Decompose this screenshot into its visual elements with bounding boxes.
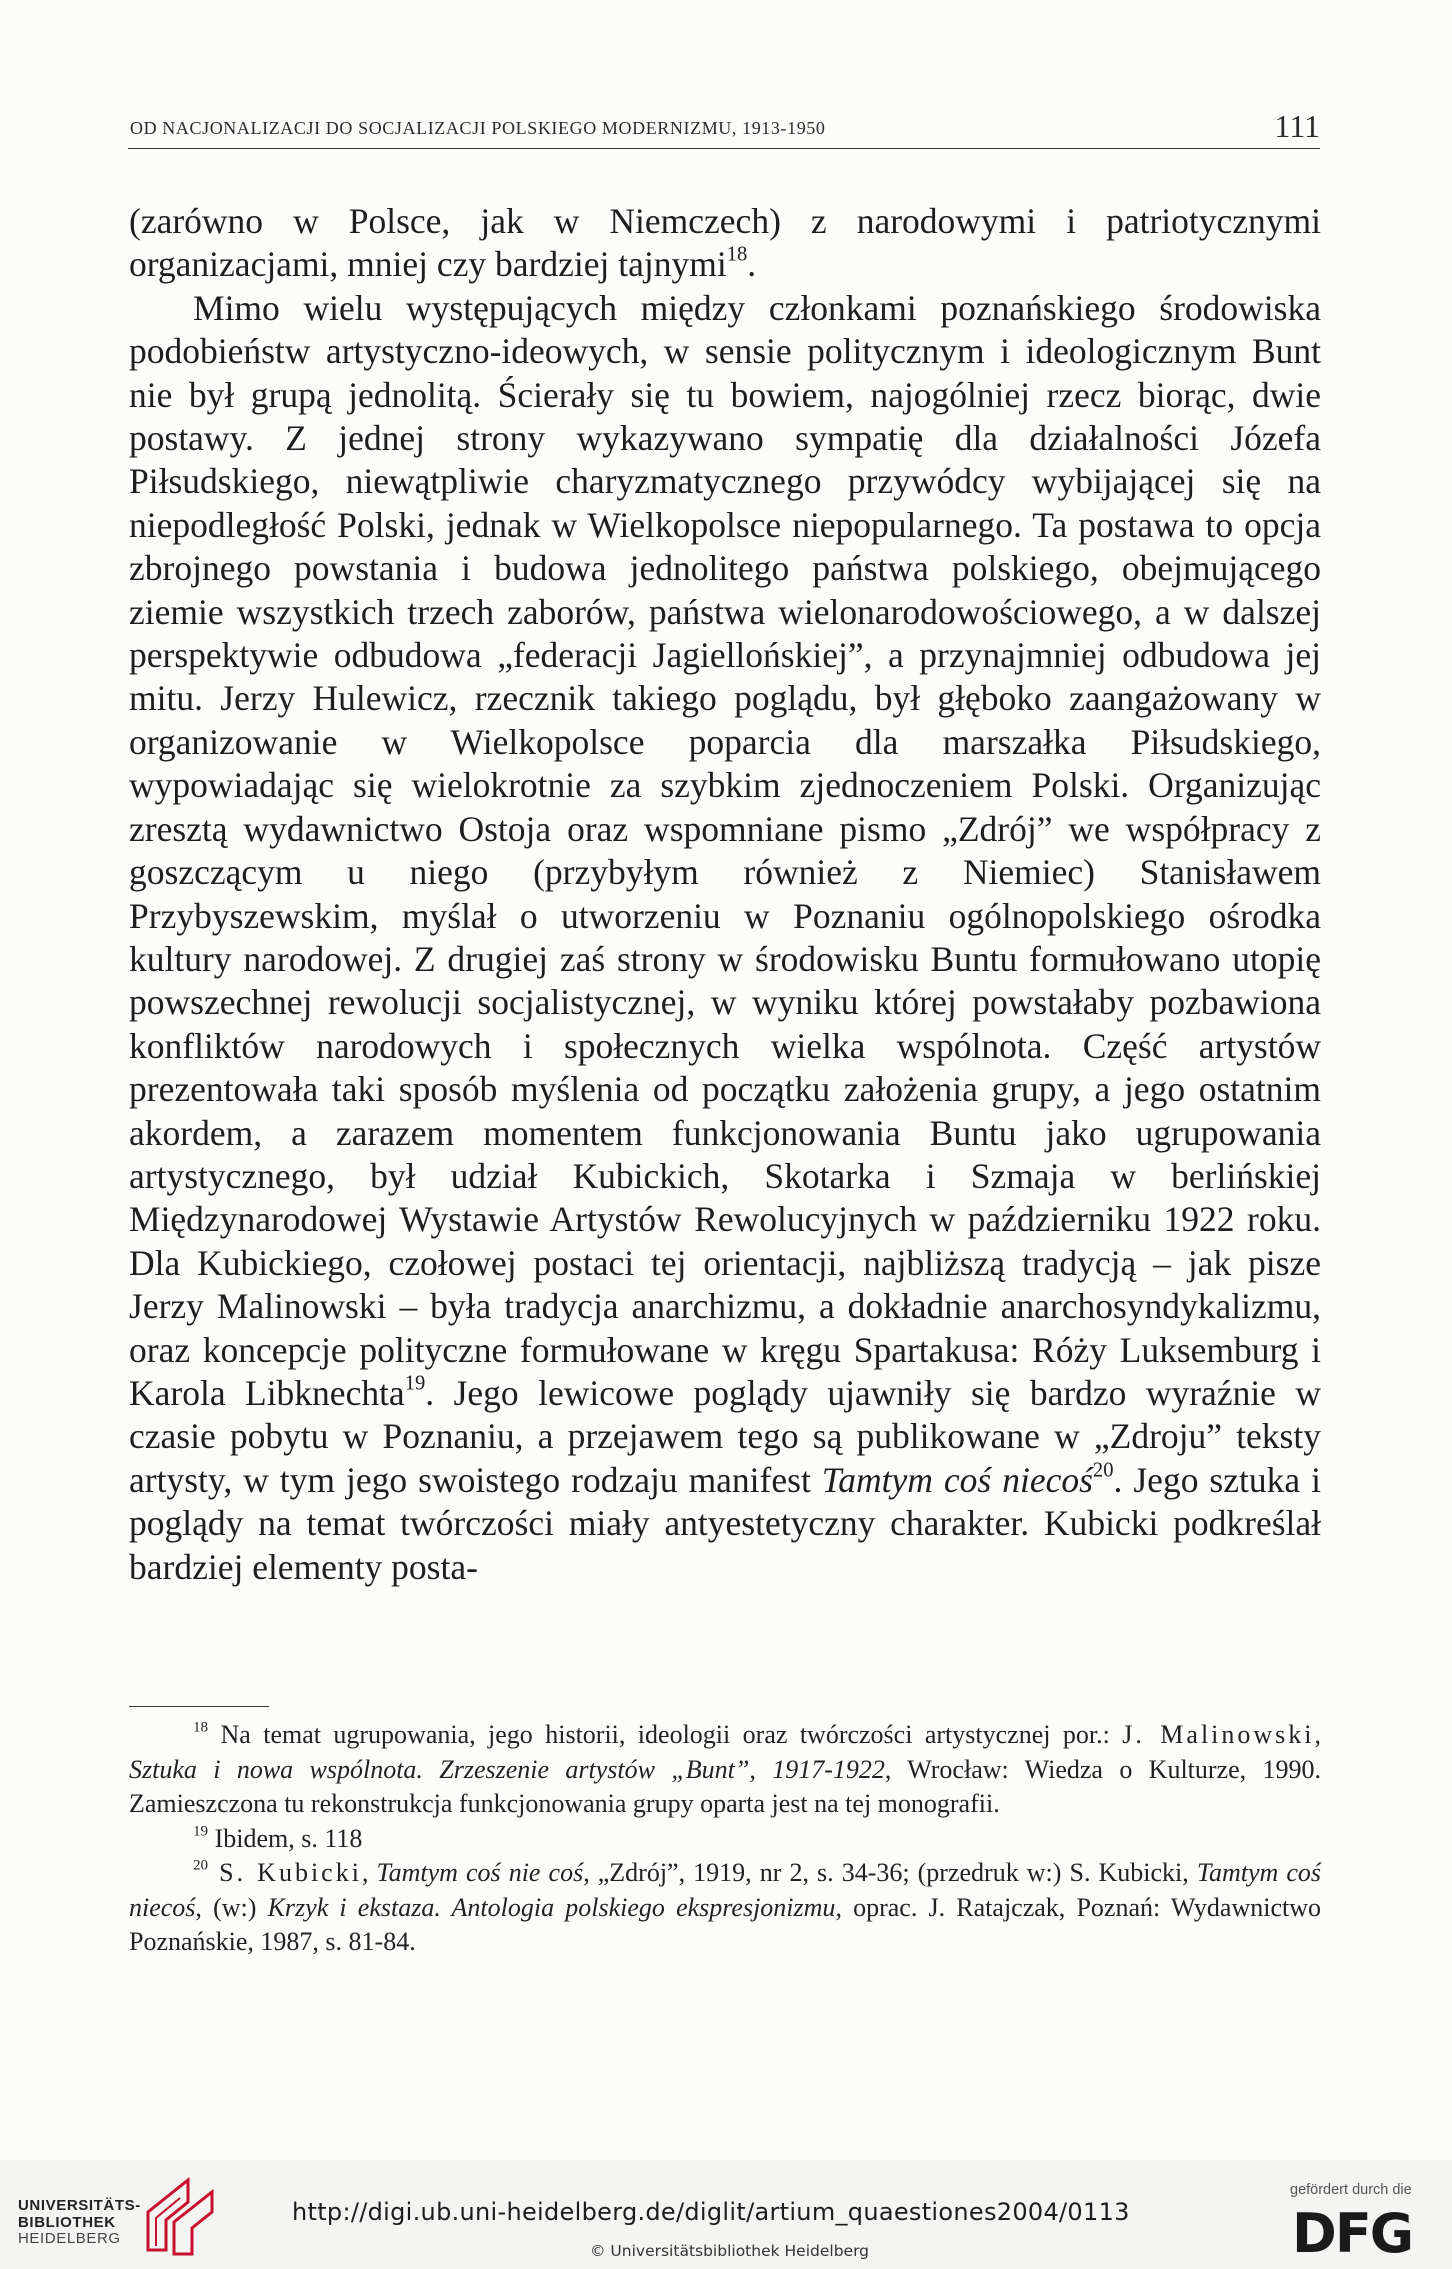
footnote-number: 18 xyxy=(193,1719,209,1736)
copyright-notice: © Universitätsbibliothek Heidelberg xyxy=(590,2242,870,2260)
book-title: Sztuka i nowa wspólnota. Zrzeszenie artystów „Bunt”, 1917-1922 xyxy=(129,1754,885,1784)
library-emblem-icon xyxy=(142,2172,224,2260)
footnote-text: Na temat ugrupowania, jego historii, ideologii oraz twórczości artystycznej por.: xyxy=(208,1720,1123,1749)
paragraph-2-text-b: . Jego lewicowe poglądy ujawniły się bardzo wyraźnie w czasie pobytu w Poznaniu, a przejawem tego są publikowane w „Zdroju” teksty artysty, w tym jego swoistego rodzaju manifest xyxy=(129,1372,1322,1500)
work-title: Tamtym coś nie coś xyxy=(376,1858,584,1887)
work-title: Tamtym coś niecoś xyxy=(129,1858,1321,1922)
footnote-19 xyxy=(129,1822,1321,1857)
page-number: 111 xyxy=(1274,108,1320,144)
paragraph-1-end: . xyxy=(747,244,757,285)
paragraph-1-text: (zarówno w Polsce, jak w Niemczech) z narodowymi i patriotycznymi organizacjami, mniej czy bardziej tajnymi xyxy=(129,201,1321,285)
funding-note: gefördert durch die xyxy=(1290,2182,1412,2198)
footnote-20 xyxy=(129,1856,1321,1960)
footnote-number: 19 xyxy=(193,1823,209,1840)
paragraph-1 xyxy=(129,200,1321,287)
paragraph-2-text-c: . Jego sztuka i poglądy na temat twórczości miały antyestetyczny charakter. Kubicki podkreślał bardziej elementy posta- xyxy=(129,1459,1321,1587)
footnote-number: 20 xyxy=(193,1857,209,1874)
author-name: J. Malinowski xyxy=(1122,1720,1315,1749)
footnote-text: , oprac. J. Ratajczak, Poznań: Wydawnictwo Poznańskie, 1987, s. 81-84. xyxy=(129,1892,1321,1956)
footnote-ref-19: 19 xyxy=(404,1372,426,1395)
dfg-logo[interactable] xyxy=(1290,2202,1418,2258)
paragraph-2-text-a: Mimo wielu występujących między członkami poznańskiego środowiska podobieństw artystyczno-ideowych, w sensie politycznym i ideologicznym Bunt nie był grupą jednolitą. Ścierały się tu bowiem, najogólniej rzecz biorąc, dwie postawy. Z jednej strony wykazywano sympatię dla działalności Józefa Piłsudskiego, niewątpliwie charyzmatycznego przywódcy wybijającej się na niepodległość Polski, jednak w Wielkopolsce niepopularnego. Ta postawa to opcja zbrojnego powstania i budowa jednolitego państwa polskiego, obejmującego ziemie wszystkich trzech zaborów, państwa wielonarodowościowego, a w dalszej perspektywie odbudowa „federacji Jagiellońskiej”, a przynajmniej odbudowa jej mitu. Jerzy Hulewicz, rzecznik takiego poglądu, był głęboko zaangażowany w organizowanie w Wielkopolsce poparcia dla marszałka Piłsudskiego, wypowiadając się wielokrotnie za szybkim zjednoczeniem Polski. Organizując zresztą wydawnictwo Ostoja oraz wspomniane pismo „Zdrój” we współpracy z goszczącym u niego (przybyłym również z Niemiec) Stanisławem Przybyszewskim, myślał o utworzeniu w Poznaniu ogólnopolskiego ośrodka kultury narodowej. Z drugiej zaś strony w środowisku Buntu formułowano utopię powszechnej rewolucji socjalistycznej, w wyniku której powstałaby pozbawiona konfliktów narodowych i społecznych wielka wspólnota. Część artystów prezentowała taki sposób myślenia od początku założenia grupy, a jego ostatnim akordem, a zarazem momentem funkcjonowania Buntu jako ugrupowania artystycznego, był udział Kubickich, Skotarka i Szmaja w berlińskiej Międzynarodowej Wystawie Artystów Rewolucyjnych w październiku 1922 roku. Dla Kubickiego, czołowej postaci tej orientacji, najbliższą tradycją – jak pisze Jerzy Malinowski – była tradycja anarchizmu, a dokładnie anarchosyndykalizmu, oraz koncepcje polityczne formułowane w kręgu Spartakusa: Róży Luksemburg i Karola Libknechta xyxy=(129,287,1321,1413)
footnotes xyxy=(129,1718,1321,1960)
dfg-logo-text: DFG xyxy=(1292,2202,1413,2258)
manifest-title: Tamtym coś niecoś xyxy=(821,1459,1093,1500)
digitization-footer xyxy=(0,2160,1452,2269)
author-name: S. Kubicki xyxy=(208,1858,362,1887)
footnote-ref-18: 18 xyxy=(726,243,748,266)
university-library-logo[interactable] xyxy=(18,2198,141,2248)
footnote-text: , xyxy=(1182,1858,1197,1887)
footnote-text: Ibidem, s. 118 xyxy=(208,1823,363,1853)
footnote-text: , Wrocław: Wiedza o Kulturze, 1990. Zamieszczona tu rekonstrukcja funkcjonowania grupy oparta jest na tej monografii. xyxy=(129,1754,1322,1818)
permalink-url[interactable]: http://digi.ub.uni-heidelberg.de/diglit/artium_quaestiones2004/0113 xyxy=(292,2198,1130,2226)
footnote-text: , xyxy=(361,1858,377,1887)
running-head: OD NACJONALIZACJI DO SOCJALIZACJI POLSKIEGO MODERNIZMU, 1913-1950 xyxy=(130,118,826,138)
logo-text-line-2: BIBLIOTHEK xyxy=(18,2213,116,2231)
logo-text-line-3: HEIDELBERG xyxy=(18,2230,121,2247)
footnote-text: , xyxy=(1314,1720,1322,1749)
footnote-ref-20: 20 xyxy=(1092,1459,1114,1482)
anthology-title: Krzyk i ekstaza. Antologia polskiego ekspresjonizmu xyxy=(267,1892,836,1922)
paragraph-2 xyxy=(129,287,1321,1589)
footnote-separator xyxy=(129,1706,269,1707)
footnote-text: , (w:) xyxy=(195,1892,268,1922)
page-header xyxy=(128,108,1320,149)
footnote-text: , „Zdrój”, 1919, nr 2, s. 34-36; (przedruk w:) S. Kubicki xyxy=(583,1858,1183,1887)
footnote-18 xyxy=(129,1718,1321,1822)
main-text xyxy=(129,200,1321,1589)
logo-text-line-1: UNIVERSITÄTS- xyxy=(18,2197,141,2214)
